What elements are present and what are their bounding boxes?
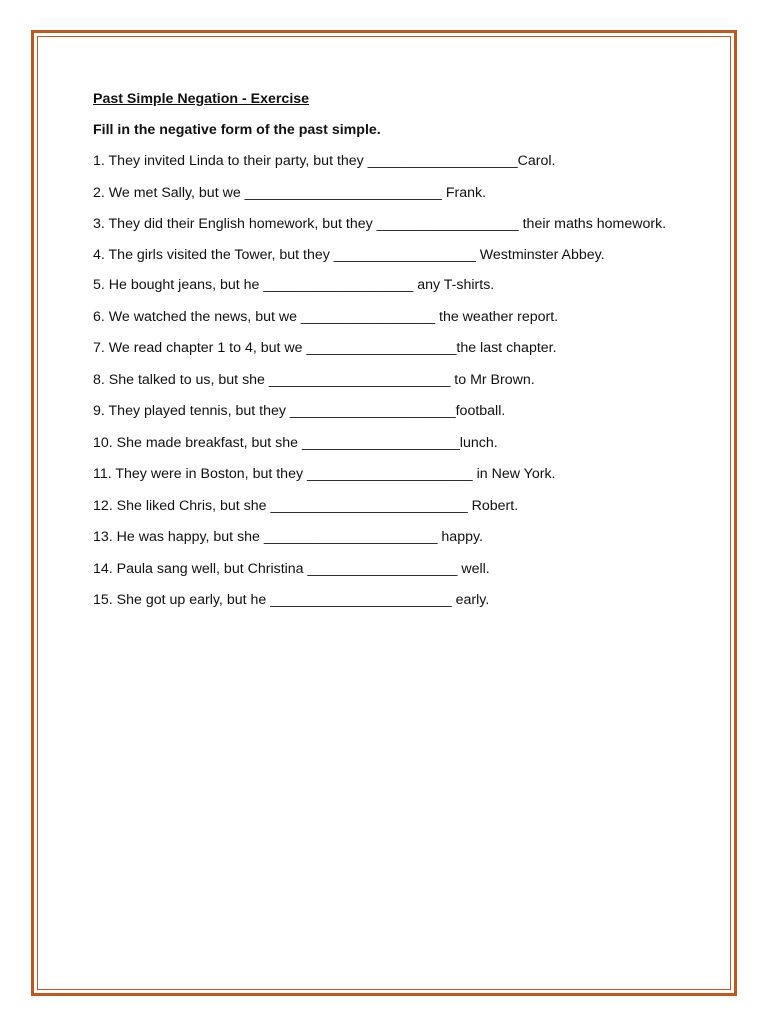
worksheet-instruction: Fill in the negative form of the past simple. [93, 122, 381, 138]
exercise-item-2: 2. We met Sally, but we _________________________ Frank. [93, 184, 487, 201]
exercise-item-7: 7. We read chapter 1 to 4, but we ___________________the last chapter. [93, 340, 557, 356]
exercise-item-14: 14. Paula sang well, but Christina ___________________ well. [93, 560, 490, 577]
exercise-item-3: 3. They did their English homework, but they __________________ their maths homework. [93, 216, 667, 232]
exercise-item-13: 13. He was happy, but she ______________________ happy. [93, 529, 483, 545]
exercise-item-11: 11. They were in Boston, but they _____________________ in New York. [93, 466, 556, 482]
worksheet-title: Past Simple Negation - Exercise [93, 91, 310, 107]
exercise-item-1: 1. They invited Linda to their party, but they ___________________Carol. [93, 153, 556, 169]
exercise-item-6: 6. We watched the news, but we _________________ the weather report. [93, 308, 559, 325]
exercise-item-4: 4. The girls visited the Tower, but they __________________ Westminster Abbey. [93, 246, 605, 263]
exercise-item-5: 5. He bought jeans, but he ___________________ any T-shirts. [93, 277, 495, 293]
exercise-item-15: 15. She got up early, but he _______________________ early. [93, 592, 490, 608]
exercise-item-12: 12. She liked Chris, but she _________________________ Robert. [93, 497, 519, 514]
exercise-item-8: 8. She talked to us, but she _______________________ to Mr Brown. [93, 371, 535, 388]
exercise-item-10: 10. She made breakfast, but she ____________________lunch. [93, 434, 498, 451]
worksheet [93, 89, 683, 622]
exercise-list [93, 151, 683, 611]
exercise-item-9: 9. They played tennis, but they _____________________football. [93, 403, 506, 419]
